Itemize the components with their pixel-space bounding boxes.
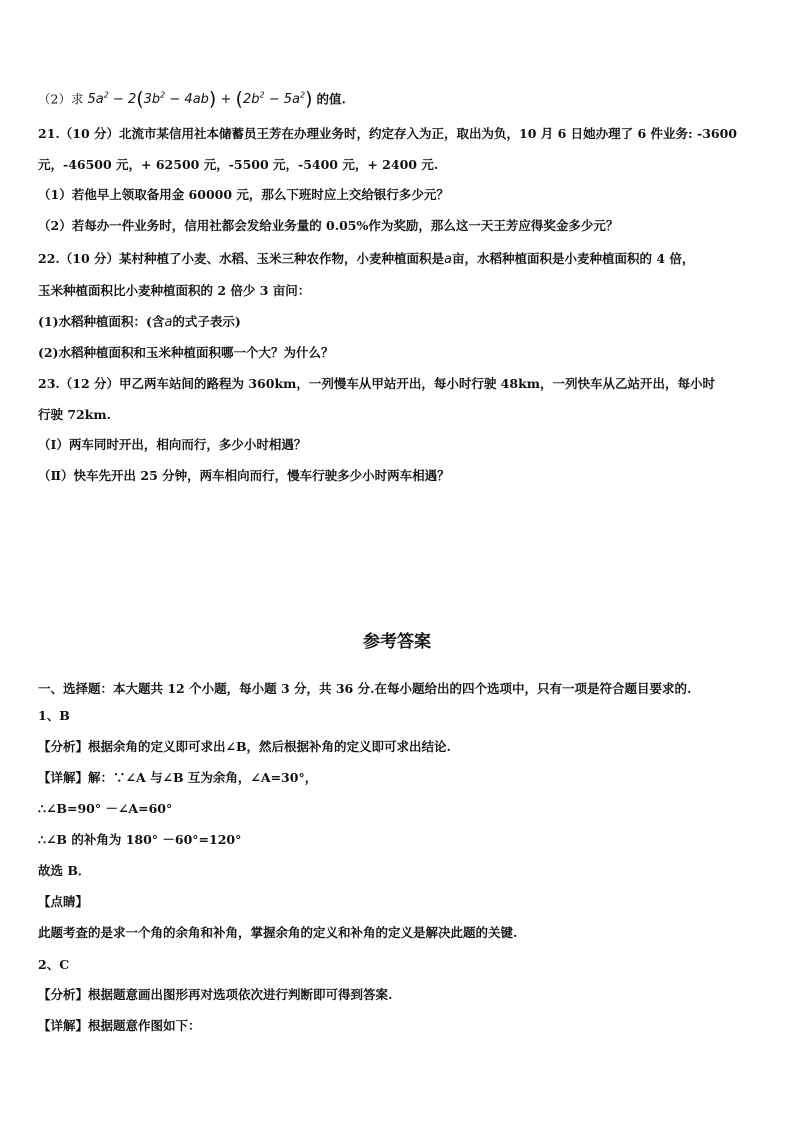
q22-line1 <box>38 249 694 270</box>
q23-line1: 23.（12 分）甲乙两车站间的路程为 360km，一列慢车从甲站开出，每小时行驶 48km，一列快车从乙站开出，每小时 <box>38 376 715 391</box>
q23-sub1: （Ⅰ）两车同时开出，相向而行，多少小时相遇？ <box>38 437 307 452</box>
q23-line2: 行驶 72km. <box>38 407 111 422</box>
q21-line2: 元，-46500 元，+ 62500 元，-5500 元，-5400 元，+ 2400 元. <box>38 157 439 172</box>
q22-var-a: a <box>444 252 452 267</box>
answer-2: 2、C <box>38 957 70 972</box>
answer-1-note: 此题考查的是求一个角的余角和补角，掌握余角的定义和补角的定义是解决此题的关键. <box>38 925 518 940</box>
answer-2-analysis: 【分析】根据题意画出图形再对选项依次进行判断即可得到答案. <box>38 987 393 1002</box>
answers-section-heading: 一、选择题：本大题共 12 个小题，每小题 3 分，共 36 分.在每小题给出的四个选项中，只有一项是符合题目要求的. <box>38 681 692 696</box>
q20-part2-prefix: （2）求 <box>38 91 84 107</box>
q22-line1-a: 22.（10 分）某村种植了小麦、水稻、玉米三种农作物，小麦种植面积是 <box>38 251 444 266</box>
answer-1-choice: 故选 B． <box>38 863 91 878</box>
q22-line2: 玉米种植面积比小麦种植面积的 2 倍少 3 亩问： <box>38 283 311 298</box>
answer-1-note-label: 【点睛】 <box>38 894 89 909</box>
q22-line1-b: 亩，水稻种植面积是小麦种植面积的 4 倍， <box>451 251 695 266</box>
answer-1-detail: 【详解】解：∵∠A 与∠B 互为余角，∠A=30°， <box>38 770 318 785</box>
answer-1-analysis: 【分析】根据余角的定义即可求出∠B，然后根据补角的定义即可求出结论. <box>38 739 451 754</box>
answer-2-detail: 【详解】根据题意作图如下： <box>38 1018 201 1033</box>
q20-part2 <box>38 86 346 110</box>
q21-sub2: （2）若每办一件业务时，信用社都会发给业务量的 0.05%作为奖励，那么这一天王芳应得奖金多少元？ <box>38 218 619 233</box>
q20-part2-suffix: 的值. <box>316 91 346 107</box>
q22-sub1-b: 的式子表示) <box>172 314 241 329</box>
q23-sub2: （Ⅱ）快车先开出 25 分钟，两车相向而行，慢车行驶多少小时两车相遇？ <box>38 468 450 483</box>
answer-1-step2: ∴∠B 的补角为 180° －60°=120° <box>38 832 242 847</box>
q22-sub1-var: a <box>164 315 173 330</box>
answer-1-step1: ∴∠B=90° －∠A=60° <box>38 801 173 816</box>
q22-sub2: (2)水稻种植面积和玉米种植面积哪一个大？为什么？ <box>38 345 334 360</box>
q21-sub1: （1）若他早上领取备用金 60000 元，那么下班时应上交给银行多少元？ <box>38 187 449 202</box>
q22-sub1 <box>38 312 241 333</box>
answer-1: 1、B <box>38 708 70 723</box>
q20-expression: $5a^2 - 2(3b^2 - 4ab) + (2b^2 - 5a^2)$ <box>87 88 313 111</box>
q21-line1: 21.（10 分）北流市某信用社本储蓄员王芳在办理业务时，约定存入为正，取出为负，10 月 6 日她办理了 6 件业务: -3600 <box>38 126 737 141</box>
answers-title: 参考答案 <box>363 632 431 652</box>
q22-sub1-a: (1)水稻种植面积：(含 <box>38 314 165 329</box>
